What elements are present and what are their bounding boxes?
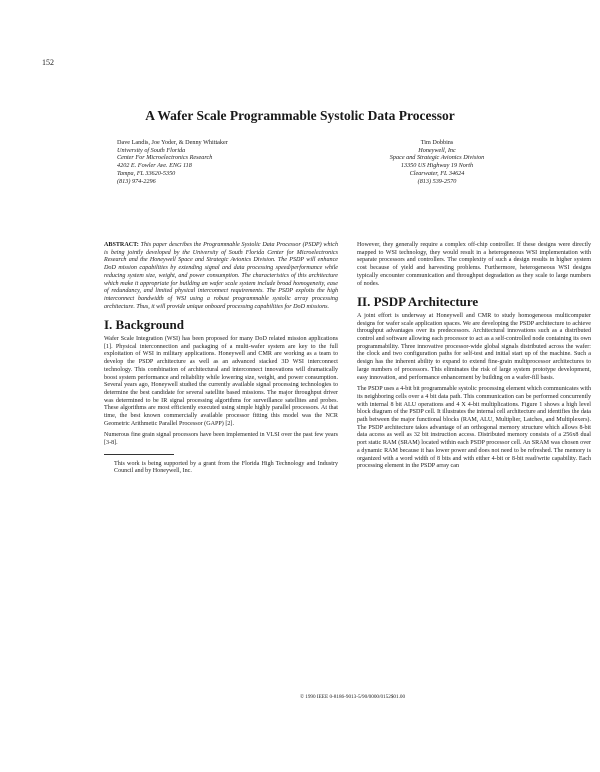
author-division-right: Space and Strategic Avionics Division <box>389 154 485 162</box>
author-city-right: Clearwater, FL 34624 <box>409 169 465 177</box>
author-company-right: Honeywell, Inc <box>418 146 456 154</box>
right-paragraph-1: However, they generally require a complex off-chip controller. If these designs were directly mapped to WSI technology, they would result in a heterogeneous WSI implementation with separate processors and controllers. The complexity of such a design results in higher system cost because of yield and harvesting problems. Furthermore, heterogeneous WSI designs typically encounter communication and throughput degradation as they scale to large numbers of nodes. <box>357 242 591 287</box>
author-name-right: Tim Dobbins <box>420 139 454 146</box>
author-affiliation-1: University of South Florida <box>117 146 186 154</box>
footnote-divider <box>104 454 174 455</box>
right-column <box>357 242 591 475</box>
section-heading-background: I. Background <box>104 317 184 333</box>
background-paragraph-1: Wafer Scale Integration (WSI) has been proposed for many DoD related mission applications [1]. Physical interconnection and packaging of a multi-wafer system are key to the full exploitation of WSI in military applications. Honeywell and CMR are working as a team to develop the PSDP architecture as well as an advanced stacked 3D WSI interconnect technology. This combination of architectural and interconnect innovations will dramatically boost system performance and reliability while lowering size, weight, and power consumption. Several years ago, Honeywell studied the currently available signal processing technologies to determine the best candidate for several satellite based missions. The major throughput driver was determined to be IR signal processing algorithms for surveillance satellites and probes. These algorithms are most efficiently executed using simple highly parallel processors. At that time, the best known commercially available processor fitting this model was the NCR Geometric Arithmetic Parallel Processor (GAPP) [2]. <box>104 336 338 427</box>
footnote: This work is being supported by a grant from the Florida High Technology and Industry Council and by Honeywell, Inc. <box>114 460 338 475</box>
author-address: 4202 E. Fowler Ave. ENG 118 <box>117 162 192 170</box>
author-city: Tampa, FL 33620-5350 <box>117 169 176 177</box>
abstract-label: ABSTRACT: <box>104 242 139 248</box>
background-paragraph-2: Numerous fine grain signal processors have been implemented in VLSI over the past few years [3-8]. <box>104 432 338 447</box>
abstract <box>104 242 338 311</box>
author-phone-right: (813) 539-2570 <box>417 177 457 185</box>
page-number: 152 <box>42 58 54 67</box>
author-affiliation-2: Center For Microelectronics Research <box>117 154 213 162</box>
paper-title: A Wafer Scale Programmable Systolic Data Processor <box>145 108 455 123</box>
authors-right-block <box>372 139 502 185</box>
author-phone: (813) 974-2296 <box>117 177 156 185</box>
author-address-right: 13350 US Highway 19 North <box>400 162 474 170</box>
psdp-paragraph-2: The PSDP uses a 4-bit bit programmable systolic processing element which communicates with its neighboring cells over a 4 bit data path. This communication can be performed concurrently with internal 8 bit ALU operations and 4 X 4-bit multiplications. Figure 1 shows a high level block diagram of the PSDP cell. It illustrates the internal cell architecture and identifies the data path between the major functional blocks (RAM, ALU, Multiplier, Latches, and Multiplexers). The PSDP architecture takes advantage of an orthogonal memory structure which allows 8-bit data access as well as 32 bit instruction access. Distributed memory consists of a 256x8 dual port static RAM (SRAM) located within each PSDP processor cell. An SRAM was chosen over a dynamic RAM because it has lower power and does not need to be refreshed. The memory is organized with a word width of 8 bits and with either 4-bit or 8-bit read/write capability. Each processing element in the PSDP array can <box>357 386 591 470</box>
left-column <box>104 242 338 480</box>
psdp-paragraph-1: A joint effort is underway at Honeywell and CMR to study homogeneous multicomputer designs for wafer scale application spaces. We are developing the PSDP architecture to achieve throughput advantages over its predecessors. Architectural innovations such as a distributed control and software allowing each processor to act as a self-controlled node containing its own programmability. Three innovative processor-wide global signals distributed across the wafer: the clock and two configuration paths for self-test and initial start up of the machine. Such a design has the inherent ability to expand to extend fine-grain multiprocessor architectures to large numbers of processors. This eliminates the risk of large system prototype development, easy innovation, and performance enhancement by building on a wafer-fill basis. <box>357 312 591 381</box>
authors-left-block <box>117 139 228 185</box>
section-heading-psdp: II. PSDP Architecture <box>357 294 479 310</box>
author-names: Dave Landis, Joe Yoder, & Denny Whittaker <box>117 139 228 146</box>
copyright-line: © 1990 IEEE 0-8186-9013-5/90/0000/0152$01.00 <box>300 694 406 700</box>
abstract-text: This paper describes the Programmable Systolic Data Processor (PSDP) which is being jointly developed by the University of South Florida Center for Microelectronics Research and the Honeywell Space and Strategic Avionics Division. The PSDP will enhance DoD mission capabilities by extending signal and data processing speed/performance while reducing system size, weight, and power consumption. The characteristics of this architecture which make it appropriate for building an wafer scale system include broad homogeneity, ease of redundancy, and limited physical interconnect requirements. The PSDP exploits the high interconnect bandwidth of WSI using a robust programmable systolic array processing architecture. Thus, it will provide unique onboard processing capabilities for DoD missions. <box>104 242 338 310</box>
